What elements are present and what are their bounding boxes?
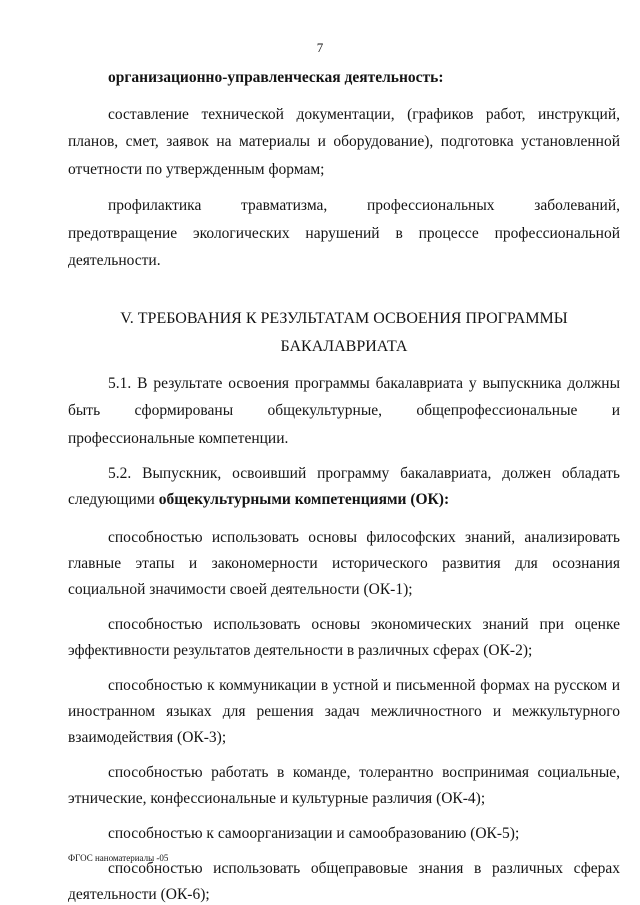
activity-item-2: профилактика травматизма, профессиональных заболеваний, предотвращение экологических нарушений в процессе профессиональной деятельности. xyxy=(68,197,620,269)
activity-item-1: составление технической документации, (графиков работ, инструкций, планов, смет, заявок на материалы и оборудование), подготовка установленной отчетности по утвержденным формам; xyxy=(68,105,620,178)
page-content xyxy=(68,64,620,905)
paragraph-5-2-text: 5.2. Выпускник, освоивший программу бакалавриата, должен обладать следующими xyxy=(68,465,620,508)
page-number: 7 xyxy=(316,40,324,55)
competency-ok-4: способностью работать в команде, толерантно воспринимая социальные, этнические, конфессиональные и культурные различия (ОК-4); xyxy=(68,764,620,807)
competency-ok-6: способностью использовать общеправовые знания в различных сферах деятельности (ОК-6); xyxy=(68,860,620,903)
paragraph-5-1: 5.1. В результате освоения программы бакалавриата у выпускника должны быть сформированы общекультурные, общепрофессиональные и профессиональные компетенции. xyxy=(68,374,620,447)
competency-ok-3: способностью к коммуникации в устной и письменной формах на русском и иностранном языках для решения задач межличностного и межкультурного взаимодействия (ОК-3); xyxy=(68,677,620,746)
competency-ok-1: способностью использовать основы философских знаний, анализировать главные этапы и закономерности исторического развития для осознания социальной значимости своей деятельности (ОК-1); xyxy=(68,529,620,598)
footer-note: ФГОС наноматериалы -05 xyxy=(68,853,169,863)
section-title-line-1: V. ТРЕБОВАНИЯ К РЕЗУЛЬТАТАМ ОСВОЕНИЯ ПРОГРАММЫ xyxy=(120,309,568,327)
paragraph-5-2 xyxy=(68,461,620,513)
competency-ok-2: способностью использовать основы экономических знаний при оценке эффективности результатов деятельности в различных сферах (ОК-2); xyxy=(68,616,620,659)
section-title-line-2: БАКАЛАВРИАТА xyxy=(280,337,408,355)
competency-ok-5: способностью к самоорганизации и самообразованию (ОК-5); xyxy=(108,825,520,842)
activity-heading: организационно-управленческая деятельность: xyxy=(108,69,444,86)
paragraph-5-2-bold: общекультурными компетенциями (ОК): xyxy=(158,491,450,508)
